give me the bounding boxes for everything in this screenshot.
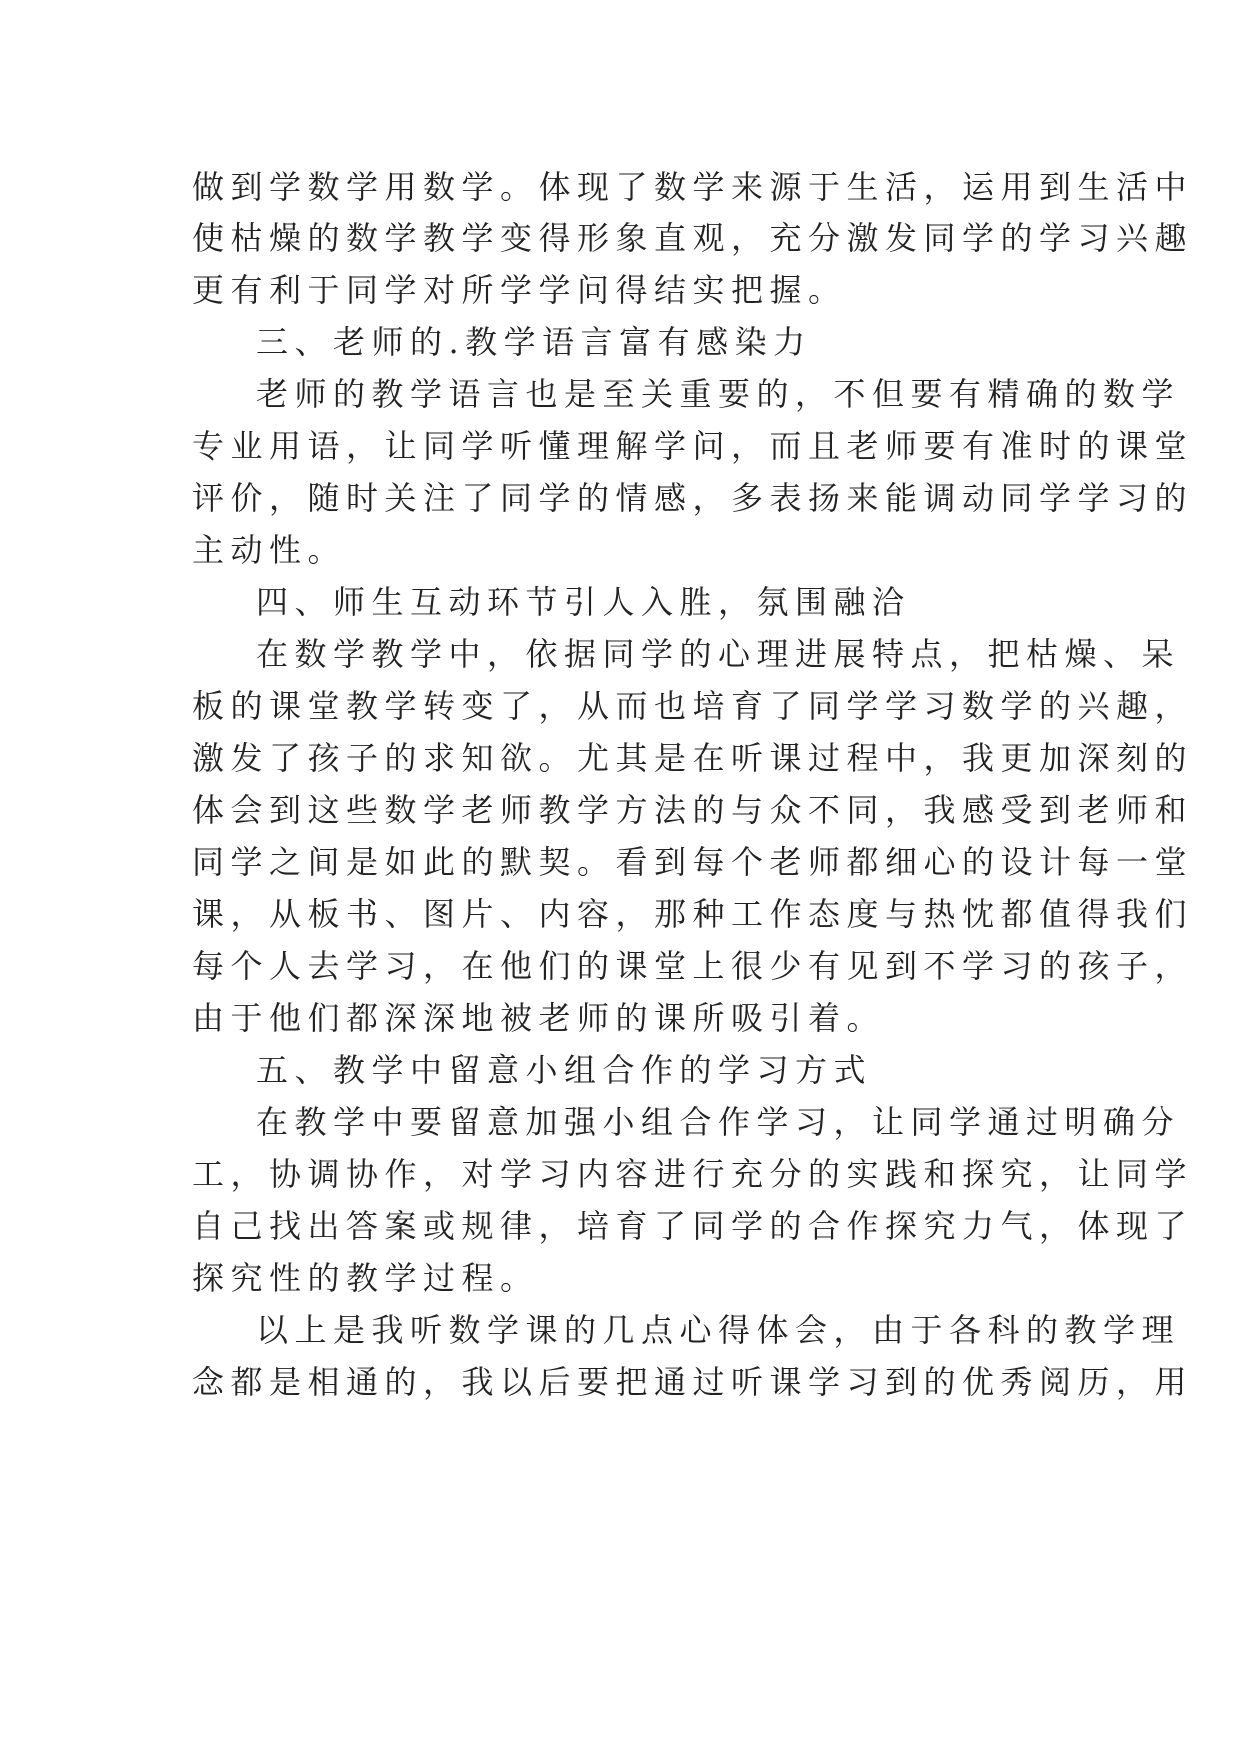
text-line: 评价，随时关注了同学的情感，多表扬来能调动同学学习的 [192, 479, 1194, 517]
text-line: 更有利于同学对所学学问得结实把握。 [192, 271, 847, 309]
section-heading: 三、老师的.教学语言富有感染力 [256, 323, 812, 361]
text-line: 自己找出答案或规律，培育了同学的合作探究力气，体现了 [192, 1207, 1194, 1245]
text-line: 念都是相通的，我以后要把通过听课学习到的优秀阅历，用 [192, 1363, 1194, 1401]
text-line: 专业用语，让同学听懂理解学问，而且老师要有准时的课堂 [192, 427, 1194, 465]
text-line: 使枯燥的数学教学变得形象直观，充分激发同学的学习兴趣 [192, 219, 1194, 257]
text-line: 探究性的教学过程。 [192, 1259, 539, 1297]
text-line: 以上是我听数学课的几点心得体会，由于各科的教学理 [256, 1311, 1181, 1349]
text-line: 每个人去学习，在他们的课堂上很少有见到不学习的孩子， [192, 947, 1194, 985]
text-line: 课，从板书、图片、内容，那种工作态度与热忱都值得我们 [192, 895, 1194, 933]
text-line: 在数学教学中，依据同学的心理进展特点，把枯燥、呆 [256, 635, 1181, 673]
text-line: 体会到这些数学老师教学方法的与众不同，我感受到老师和 [192, 791, 1194, 829]
section-heading: 五、教学中留意小组合作的学习方式 [256, 1051, 873, 1089]
text-line: 板的课堂教学转变了，从而也培育了同学学习数学的兴趣， [192, 687, 1194, 725]
text-line: 激发了孩子的求知欲。尤其是在听课过程中，我更加深刻的 [192, 739, 1194, 777]
text-line: 在教学中要留意加强小组合作学习，让同学通过明确分 [256, 1103, 1181, 1141]
text-line: 主动性。 [192, 531, 347, 569]
section-heading: 四、师生互动环节引人入胜，氛围融洽 [256, 583, 911, 621]
text-line: 同学之间是如此的默契。看到每个老师都细心的设计每一堂 [192, 843, 1194, 881]
text-line: 工，协调协作，对学习内容进行充分的实践和探究，让同学 [192, 1155, 1194, 1193]
text-line: 由于他们都深深地被老师的课所吸引着。 [192, 999, 886, 1037]
text-line: 做到学数学用数学。体现了数学来源于生活，运用到生活中 [192, 168, 1194, 206]
text-line: 老师的教学语言也是至关重要的，不但要有精确的数学 [256, 375, 1181, 413]
